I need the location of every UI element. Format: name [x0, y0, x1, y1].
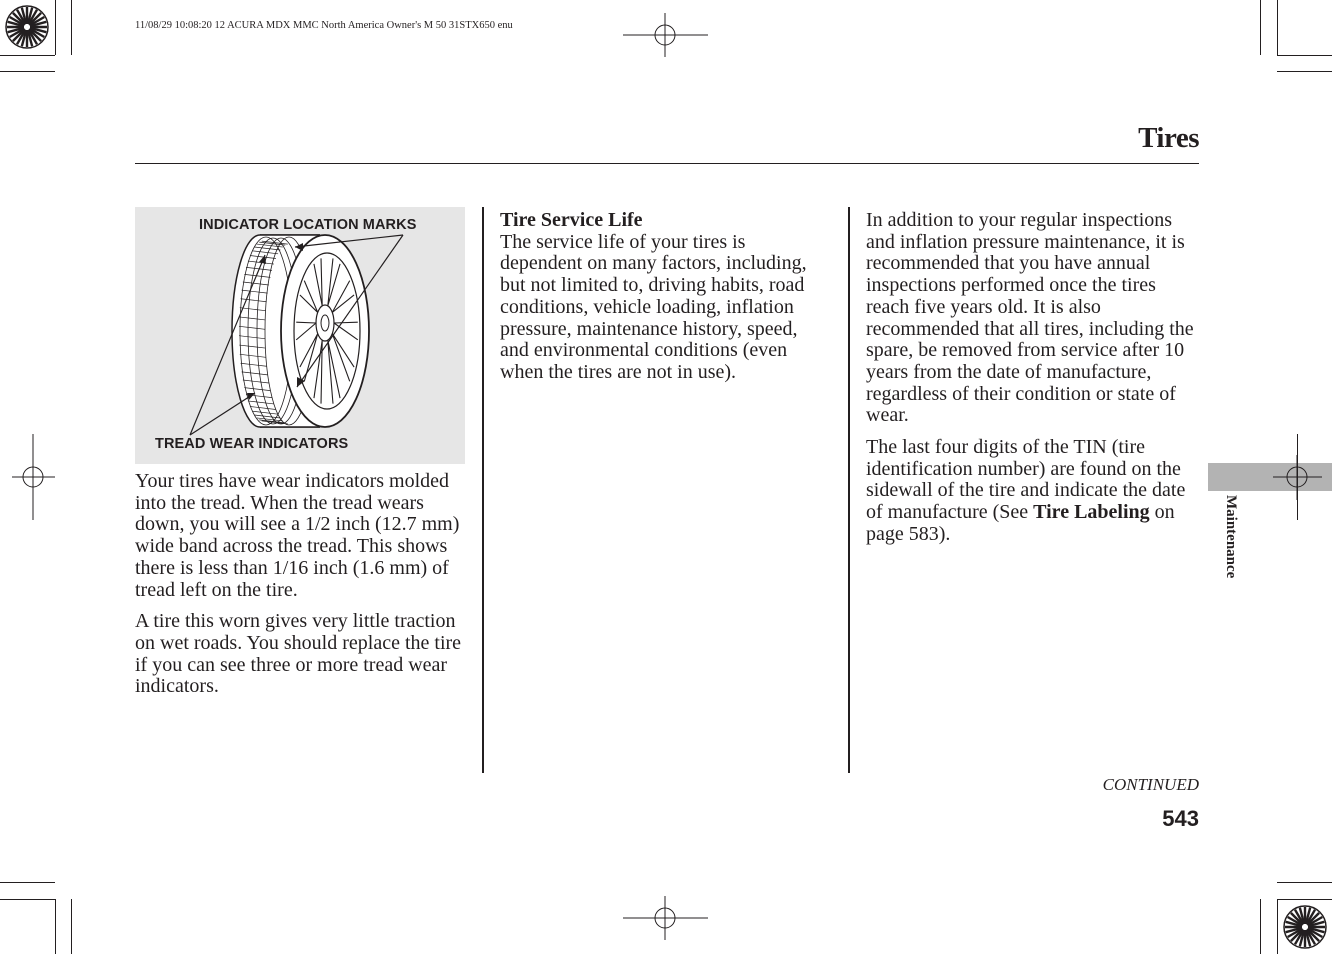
column-2: [500, 210, 830, 384]
column-divider: [482, 207, 484, 773]
wear-indicator-paragraph: Your tires have wear indicators molded into the tread. When the tread wears down, you will see a 1/2 inch (12.7 mm) wide band across the tread. This shows there is less than 1/16 inch (1.6 mm) of tread left on the tire.: [135, 470, 460, 601]
crop-mark: [1297, 434, 1298, 520]
tin-page-ref: on page 583).: [866, 501, 1175, 545]
crosshair-icon: [623, 896, 708, 940]
side-tab-label: Maintenance: [1223, 495, 1239, 579]
tire-illustration: [135, 207, 465, 464]
service-life-heading: Tire Service Life: [500, 209, 643, 231]
crosshair-icon: [623, 13, 708, 57]
column-divider: [848, 207, 850, 773]
annual-inspection-paragraph: In addition to your regular inspections and inflation pressure maintenance, it is recommended that you have annual inspections performed once the tires reach five years old. It is also recommended that all tires, including the spare, be removed from service after 10 years from the date of manufacture, regardless of their condition or state of wear.: [866, 209, 1194, 427]
worn-tire-paragraph: A tire this worn gives very little traction on wet roads. You should replace the tire if you can see three or more tread wear indicators.: [135, 610, 462, 698]
service-life-paragraph: The service life of your tires is dependent on many factors, including, but not limited to, driving habits, road conditions, vehicle loading, inflation pressure, maintenance history, speed, and environmental conditions (even when the tires are not in use).: [500, 230, 807, 383]
sunburst-target-icon: [1284, 906, 1326, 948]
figure-label-tread-wear: TREAD WEAR INDICATORS: [155, 436, 349, 452]
title-rule: [135, 163, 1199, 164]
continued-label: CONTINUED: [1102, 775, 1199, 794]
page-number: 543: [1162, 806, 1199, 831]
tire-labeling-link[interactable]: Tire Labeling: [1033, 501, 1150, 524]
tin-paragraph: [866, 437, 1201, 546]
column-3: [866, 210, 1201, 546]
print-header: 11/08/29 10:08:20 12 ACURA MDX MMC North America Owner's M 50 31STX650 enu: [135, 20, 513, 31]
figure-label-indicator-marks: INDICATOR LOCATION MARKS: [199, 217, 417, 233]
sunburst-target-icon: [6, 6, 48, 48]
page-title: Tires: [1138, 122, 1199, 154]
column-1: [135, 471, 470, 698]
tire-wear-figure: [135, 207, 465, 464]
crosshair-icon: [12, 434, 55, 520]
tin-text: The last four digits of the TIN (tire identification number) are found on the sidewall of the tire and indicate the date of manufacture (See: [866, 436, 1186, 524]
